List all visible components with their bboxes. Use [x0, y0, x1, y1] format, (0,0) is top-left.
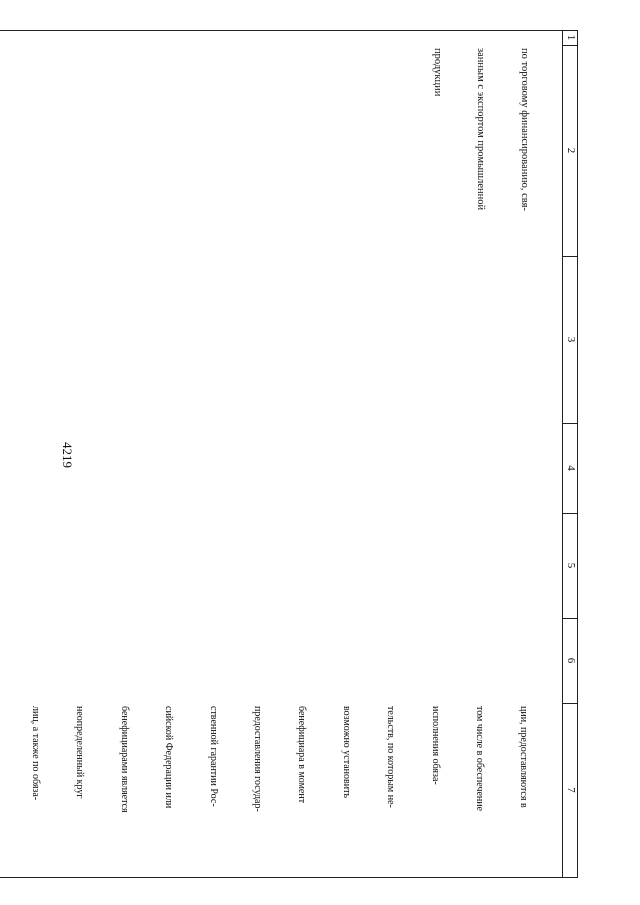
column-2-cell	[401, 48, 561, 211]
column-7-line: ственной гарантии Рос-	[207, 706, 219, 807]
column-number-4: 4	[565, 465, 577, 471]
column-7-line: тельств, по которым не-	[385, 706, 397, 808]
column-7-line: ции, предоставляются в	[518, 706, 530, 808]
column-number-5: 5	[565, 562, 577, 569]
column-7-line: бенефициара в момент	[296, 706, 308, 804]
column-number-1: 1	[565, 34, 577, 41]
header-row-bottom-border	[562, 30, 563, 878]
column-number-6: 6	[565, 657, 577, 664]
column-7-line: лиц, а также по обяза-	[30, 706, 42, 801]
table-right-border	[0, 877, 578, 878]
column-2-line: занным с экспортом промышленной	[475, 48, 487, 211]
column-7-line: неопределенный круг	[74, 706, 86, 799]
column-2-line: по торговому финансированию, свя-	[519, 48, 530, 211]
column-number-3: 3	[565, 336, 577, 343]
column-2-line: продукции	[432, 48, 443, 97]
table-top-border	[577, 30, 578, 878]
column-number-7: 7	[565, 787, 577, 793]
table-left-border	[0, 30, 578, 31]
column-7-line: том числе в обеспечение	[474, 706, 486, 812]
column-7-line: бенефициарами является	[118, 706, 130, 813]
page-number: 4219	[60, 442, 75, 468]
column-7-line: предоставления государ-	[252, 706, 264, 812]
column-7-cell	[0, 706, 560, 813]
column-7-line: сийской Федерации или	[163, 706, 175, 809]
column-7-line: исполнения обяза-	[429, 706, 441, 785]
column-number-2: 2	[565, 147, 577, 154]
column-7-line: возможно установить	[340, 706, 352, 799]
